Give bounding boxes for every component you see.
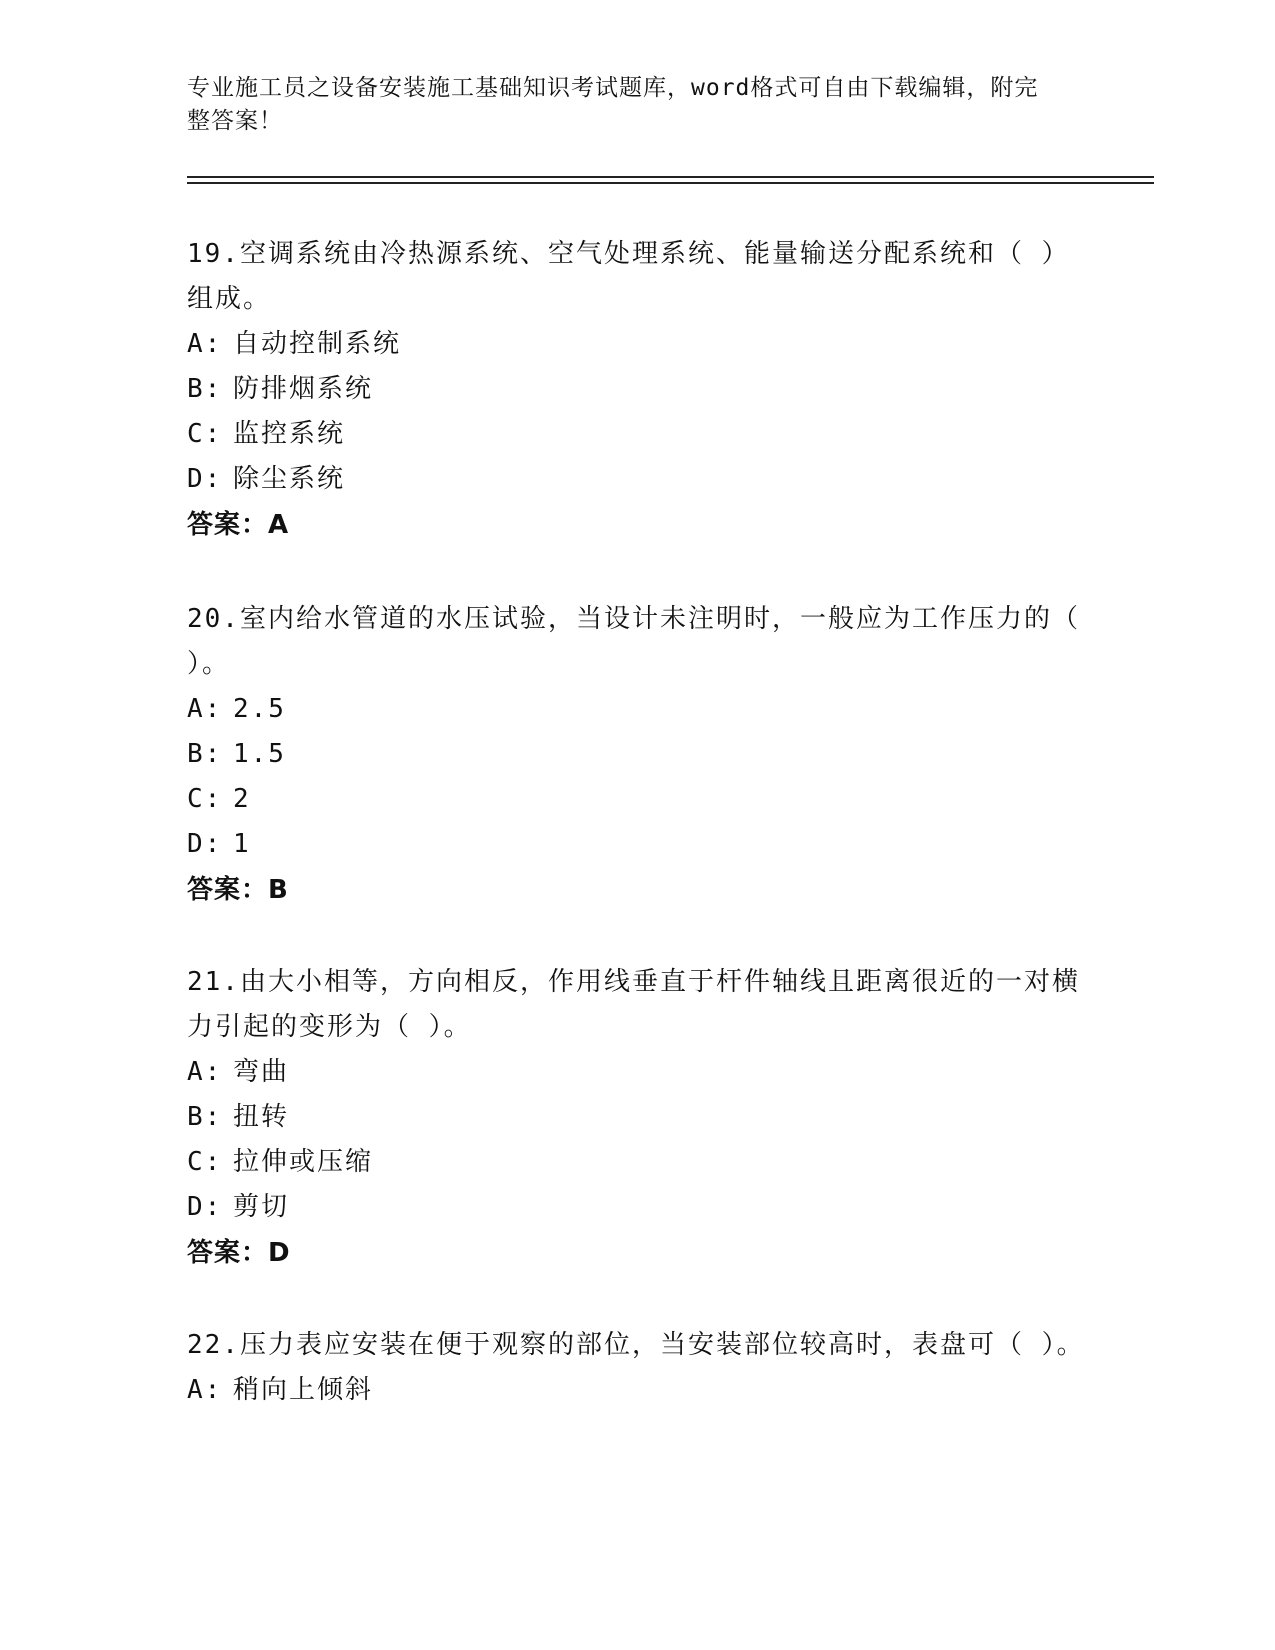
question-stem: 21.由大小相等，方向相反，作用线垂直于杆件轴线且距离很近的一对横力引起的变形为（ ）。: [187, 967, 1080, 1042]
option-b: [187, 367, 1087, 412]
option-a: [187, 1368, 1087, 1413]
option-a: [187, 1050, 1087, 1095]
option-text: 1.5: [233, 739, 286, 769]
option-a: [187, 322, 1087, 367]
option-text: 自动控制系统: [233, 329, 402, 359]
option-letter: B:: [187, 739, 223, 769]
option-text: 拉伸或压缩: [233, 1147, 374, 1177]
option-letter: D:: [187, 1192, 223, 1222]
answer-line: 答案：B: [187, 875, 289, 905]
option-b: [187, 732, 1087, 777]
option-d: [187, 1185, 1087, 1230]
header-divider-bottom: [187, 182, 1154, 184]
option-letter: C:: [187, 1147, 223, 1177]
option-letter: B:: [187, 1102, 223, 1132]
option-a: [187, 687, 1087, 732]
document-header: 专业施工员之设备安装施工基础知识考试题库，word格式可自由下载编辑，附完整答案！: [187, 75, 1039, 134]
option-text: 1: [233, 829, 251, 859]
option-text: 剪切: [233, 1192, 290, 1222]
option-letter: A:: [187, 694, 223, 724]
question-stem: 20.室内给水管道的水压试验，当设计未注明时，一般应为工作压力的（ ）。: [187, 604, 1080, 679]
question-stem: 19.空调系统由冷热源系统、空气处理系统、能量输送分配系统和（ ）组成。: [187, 239, 1070, 314]
option-letter: A:: [187, 1057, 223, 1087]
option-c: [187, 1140, 1087, 1185]
option-text: 2.5: [233, 694, 286, 724]
option-text: 防排烟系统: [233, 374, 374, 404]
option-letter: B:: [187, 374, 223, 404]
question-22: [187, 1323, 1087, 1413]
option-text: 扭转: [233, 1102, 290, 1132]
option-letter: C:: [187, 419, 223, 449]
header-divider-top: [187, 176, 1154, 178]
option-text: 稍向上倾斜: [233, 1375, 374, 1405]
question-20: [187, 597, 1087, 913]
option-letter: D:: [187, 829, 223, 859]
answer-line: 答案：D: [187, 1238, 291, 1268]
option-letter: D:: [187, 464, 223, 494]
option-d: [187, 457, 1087, 502]
option-letter: A:: [187, 1375, 223, 1405]
option-text: 2: [233, 784, 251, 814]
option-letter: C:: [187, 784, 223, 814]
question-19: [187, 232, 1087, 548]
option-d: [187, 822, 1087, 867]
question-stem: 22.压力表应安装在便于观察的部位，当安装部位较高时，表盘可（ ）。: [187, 1330, 1085, 1360]
option-c: [187, 777, 1087, 822]
option-letter: A:: [187, 329, 223, 359]
question-21: [187, 960, 1087, 1276]
option-text: 监控系统: [233, 419, 346, 449]
option-text: 除尘系统: [233, 464, 346, 494]
option-c: [187, 412, 1087, 457]
option-text: 弯曲: [233, 1057, 290, 1087]
option-b: [187, 1095, 1087, 1140]
answer-line: 答案：A: [187, 510, 290, 540]
